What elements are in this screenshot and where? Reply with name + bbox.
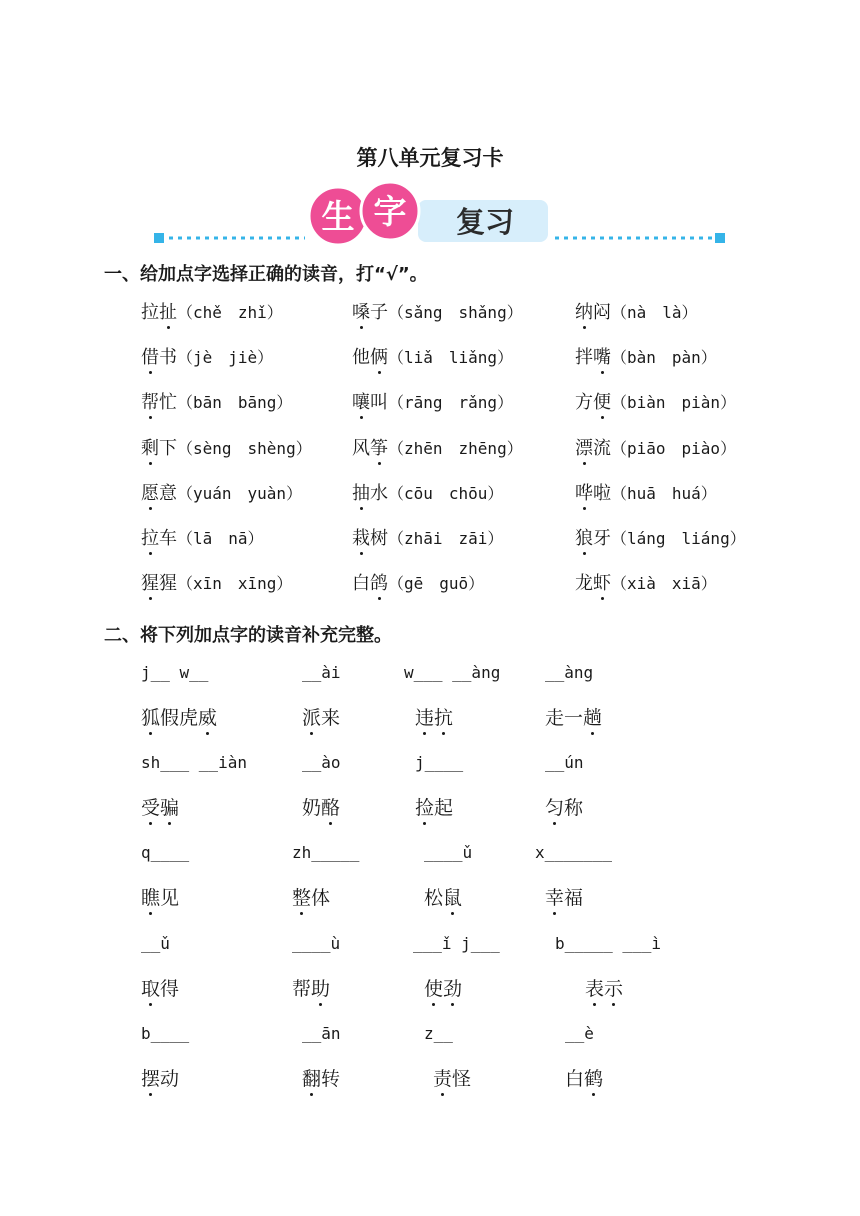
dotted-char: 整: [292, 883, 311, 910]
word-item: [141, 1064, 179, 1091]
dotted-char: 翻: [302, 1064, 321, 1091]
dotted-char: 筝: [370, 434, 388, 460]
dotted-char: 鹤: [584, 1064, 603, 1091]
dotted-char: 虾: [593, 569, 611, 595]
word-char: 奶: [302, 797, 322, 820]
pinyin-choice-item: [352, 343, 513, 369]
pinyin-choice-item: [575, 479, 717, 505]
word-char: 来: [321, 707, 341, 729]
pinyin-options: （rāng rǎng）: [388, 393, 514, 413]
word-item: [415, 703, 453, 730]
word-char: 子: [370, 302, 388, 323]
word-item: [141, 974, 179, 1001]
pinyin-options: （jè jiè）: [177, 348, 274, 368]
pinyin-options: （zhāi zāi）: [388, 529, 504, 548]
pinyin-choice-item: [352, 388, 513, 414]
pinyin-options: （yuán yuàn）: [177, 483, 303, 503]
word-char: 流: [593, 437, 611, 459]
word-char: 称: [564, 797, 584, 820]
dotted-char: 取: [141, 974, 160, 1001]
pinyin-options: （xià xiā）: [611, 574, 717, 594]
word-char: 白: [565, 1067, 585, 1090]
word-char: 风: [352, 437, 370, 459]
word-item: [545, 703, 602, 730]
dotted-char: 漂: [575, 434, 593, 460]
pinyin-blank: __àng: [545, 663, 594, 682]
word-item: [292, 883, 330, 910]
dotted-char: 剩: [141, 434, 159, 460]
word-item: [545, 883, 583, 910]
dotted-char: 狐: [141, 703, 160, 730]
pinyin-blank: zh_____: [292, 843, 360, 863]
pinyin-blank: j____: [415, 753, 464, 773]
dotted-char: 猩: [141, 569, 159, 595]
dotted-char: 威: [198, 703, 217, 730]
banner-char1: 生: [321, 197, 355, 236]
pinyin-choice-item: [141, 388, 292, 414]
dotted-char: 嘴: [593, 343, 611, 369]
pinyin-blank: __ān: [302, 1023, 341, 1043]
pinyin-options: （biàn piàn）: [611, 393, 737, 413]
word-item: [292, 974, 330, 1001]
pinyin-blank: ___ǐ j___: [413, 933, 500, 953]
pinyin-options: （chě zhǐ）: [177, 303, 283, 322]
pinyin-blank: ____ù: [292, 933, 341, 953]
word-char: 转: [321, 1067, 341, 1090]
word-item: [141, 793, 179, 820]
word-char: 下: [159, 437, 177, 459]
word-char: 树: [370, 528, 388, 549]
pinyin-choice-item: [352, 434, 523, 460]
word-char: 体: [311, 887, 331, 910]
dotted-char: 鼠: [443, 883, 462, 910]
pinyin-choice-item: [141, 569, 292, 595]
pinyin-blank: __ài: [302, 663, 341, 682]
word-char: 忙: [159, 392, 177, 414]
dotted-char: 派: [302, 703, 321, 730]
dotted-char: 表: [585, 974, 604, 1001]
pinyin-choice-item: [352, 524, 503, 550]
pinyin-choice-item: [575, 524, 746, 550]
banner-right-end-square: [715, 233, 725, 243]
pinyin-options: （xīn xīng）: [177, 574, 293, 594]
dotted-char: 劲: [443, 974, 462, 1001]
word-item: [302, 793, 340, 820]
pinyin-choice-item: [141, 298, 283, 324]
word-char: 书: [159, 347, 177, 369]
word-char: 松: [424, 887, 444, 910]
word-char: 他: [352, 347, 370, 369]
pinyin-blank: x_______: [535, 843, 613, 863]
pinyin-options: （láng liáng）: [611, 529, 746, 548]
dotted-char: 受: [141, 793, 160, 820]
banner-label: 复习: [455, 205, 515, 239]
word-char: 怪: [452, 1067, 472, 1090]
pinyin-options: （lā nā）: [177, 529, 264, 548]
pinyin-choice-item: [141, 524, 264, 550]
banner-left-end-square: [154, 233, 164, 243]
pinyin-blank: __ǔ: [141, 933, 170, 953]
pinyin-blank: __ún: [545, 753, 584, 773]
word-item: [565, 1064, 603, 1091]
dotted-char: 示: [604, 974, 623, 1001]
pinyin-options: （sèng shèng）: [177, 438, 312, 458]
dotted-char: 栽: [352, 524, 370, 550]
pinyin-choice-item: [141, 343, 273, 369]
pinyin-choice-item: [141, 479, 302, 505]
pinyin-options: （bān bāng）: [177, 393, 293, 413]
word-item: [141, 703, 217, 730]
dotted-char: 瞧: [141, 883, 160, 910]
section2-heading: 二、将下列加点字的读音补充完整。: [104, 625, 392, 646]
word-char: 猩: [159, 573, 177, 595]
pinyin-options: （piāo piào）: [611, 438, 737, 458]
pinyin-blank: b____: [141, 1023, 190, 1043]
word-char: 龙: [575, 573, 593, 595]
dotted-char: 鸽: [370, 569, 388, 595]
pinyin-choice-item: [575, 569, 717, 595]
dotted-char: 哗: [575, 479, 593, 505]
word-char: 拌: [575, 347, 593, 369]
dotted-char: 狼: [575, 524, 593, 550]
dotted-char: 抗: [434, 703, 453, 730]
dotted-char: 摆: [141, 1064, 160, 1091]
dotted-char: 帮: [141, 388, 159, 414]
section-banner: [150, 180, 730, 250]
page-title: 第八单元复习卡: [356, 146, 504, 170]
pinyin-choice-item: [352, 479, 503, 505]
word-item: [433, 1064, 471, 1091]
dotted-char: 趟: [583, 703, 602, 730]
pinyin-blank: w___ __àng: [404, 663, 501, 682]
word-char: 假: [160, 707, 180, 729]
pinyin-choice-item: [352, 569, 484, 595]
word-char: 拉: [141, 302, 159, 323]
word-char: 帮: [292, 977, 312, 1000]
word-char: 见: [160, 887, 180, 910]
pinyin-options: （huā huá）: [611, 483, 717, 503]
word-char: 起: [434, 797, 454, 820]
word-item: [545, 793, 583, 820]
word-char: 走: [545, 707, 565, 729]
pinyin-choice-item: [575, 434, 736, 460]
word-char: 水: [370, 482, 388, 504]
pinyin-blank: z__: [424, 1023, 453, 1043]
dotted-char: 助: [311, 974, 330, 1001]
pinyin-blank: q____: [141, 843, 190, 863]
dotted-char: 幸: [545, 883, 564, 910]
dotted-char: 责: [433, 1064, 452, 1091]
word-char: 福: [564, 887, 584, 910]
pinyin-blank: __è: [565, 1023, 594, 1043]
pinyin-options: （bàn pàn）: [611, 348, 717, 368]
word-item: [141, 883, 179, 910]
word-char: 方: [575, 392, 593, 414]
pinyin-choice-item: [575, 343, 717, 369]
dotted-char: 扯: [159, 298, 177, 324]
dotted-char: 愿: [141, 479, 159, 505]
word-item: [415, 793, 453, 820]
pinyin-options: （gē guō）: [388, 574, 485, 594]
pinyin-options: （zhēn zhēng）: [388, 438, 523, 458]
dotted-char: 借: [141, 343, 159, 369]
word-char: 得: [160, 977, 180, 1000]
section1-heading: 一、给加点字选择正确的读音，打“√”。: [104, 264, 428, 285]
pinyin-options: （cōu chōu）: [388, 483, 504, 503]
pinyin-options: （sǎng shǎng）: [388, 303, 523, 322]
word-char: 啦: [593, 482, 611, 504]
banner-char2: 字: [373, 192, 407, 231]
word-item: [424, 883, 462, 910]
dotted-char: 便: [593, 388, 611, 414]
pinyin-choice-item: [575, 298, 698, 324]
word-char: 闷: [593, 302, 611, 323]
word-char: 动: [160, 1067, 180, 1090]
pinyin-choice-item: [141, 434, 312, 460]
word-char: 叫: [370, 392, 388, 414]
pinyin-choice-item: [575, 388, 736, 414]
pinyin-blank: sh___ __iàn: [141, 753, 247, 773]
word-char: 一: [564, 707, 584, 729]
word-char: 虎: [179, 707, 199, 729]
pinyin-blank: __ào: [302, 753, 341, 773]
dotted-char: 使: [424, 974, 443, 1001]
dotted-char: 捡: [415, 793, 434, 820]
dotted-char: 违: [415, 703, 434, 730]
dotted-char: 嚷: [352, 388, 370, 414]
word-item: [302, 1064, 340, 1091]
dotted-char: 匀: [545, 793, 564, 820]
dotted-char: 嗓: [352, 298, 370, 324]
word-item: [585, 974, 623, 1001]
word-item: [424, 974, 462, 1001]
pinyin-options: （liǎ liǎng）: [388, 348, 514, 368]
pinyin-blank: ____ǔ: [424, 843, 473, 863]
pinyin-blank: b_____ ___ì: [555, 933, 661, 953]
word-char: 意: [159, 482, 177, 504]
pinyin-options: （nà là）: [611, 303, 698, 322]
word-char: 牙: [593, 528, 611, 549]
dotted-char: 俩: [370, 343, 388, 369]
word-char: 车: [159, 528, 177, 549]
pinyin-choice-item: [352, 298, 523, 324]
word-char: 白: [352, 573, 370, 595]
dotted-char: 拉: [141, 524, 159, 550]
dotted-char: 酪: [321, 793, 340, 820]
dotted-char: 骗: [160, 793, 179, 820]
pinyin-blank: j__ w__: [141, 663, 209, 682]
word-item: [302, 703, 340, 730]
dotted-char: 抽: [352, 479, 370, 505]
dotted-char: 纳: [575, 298, 593, 324]
